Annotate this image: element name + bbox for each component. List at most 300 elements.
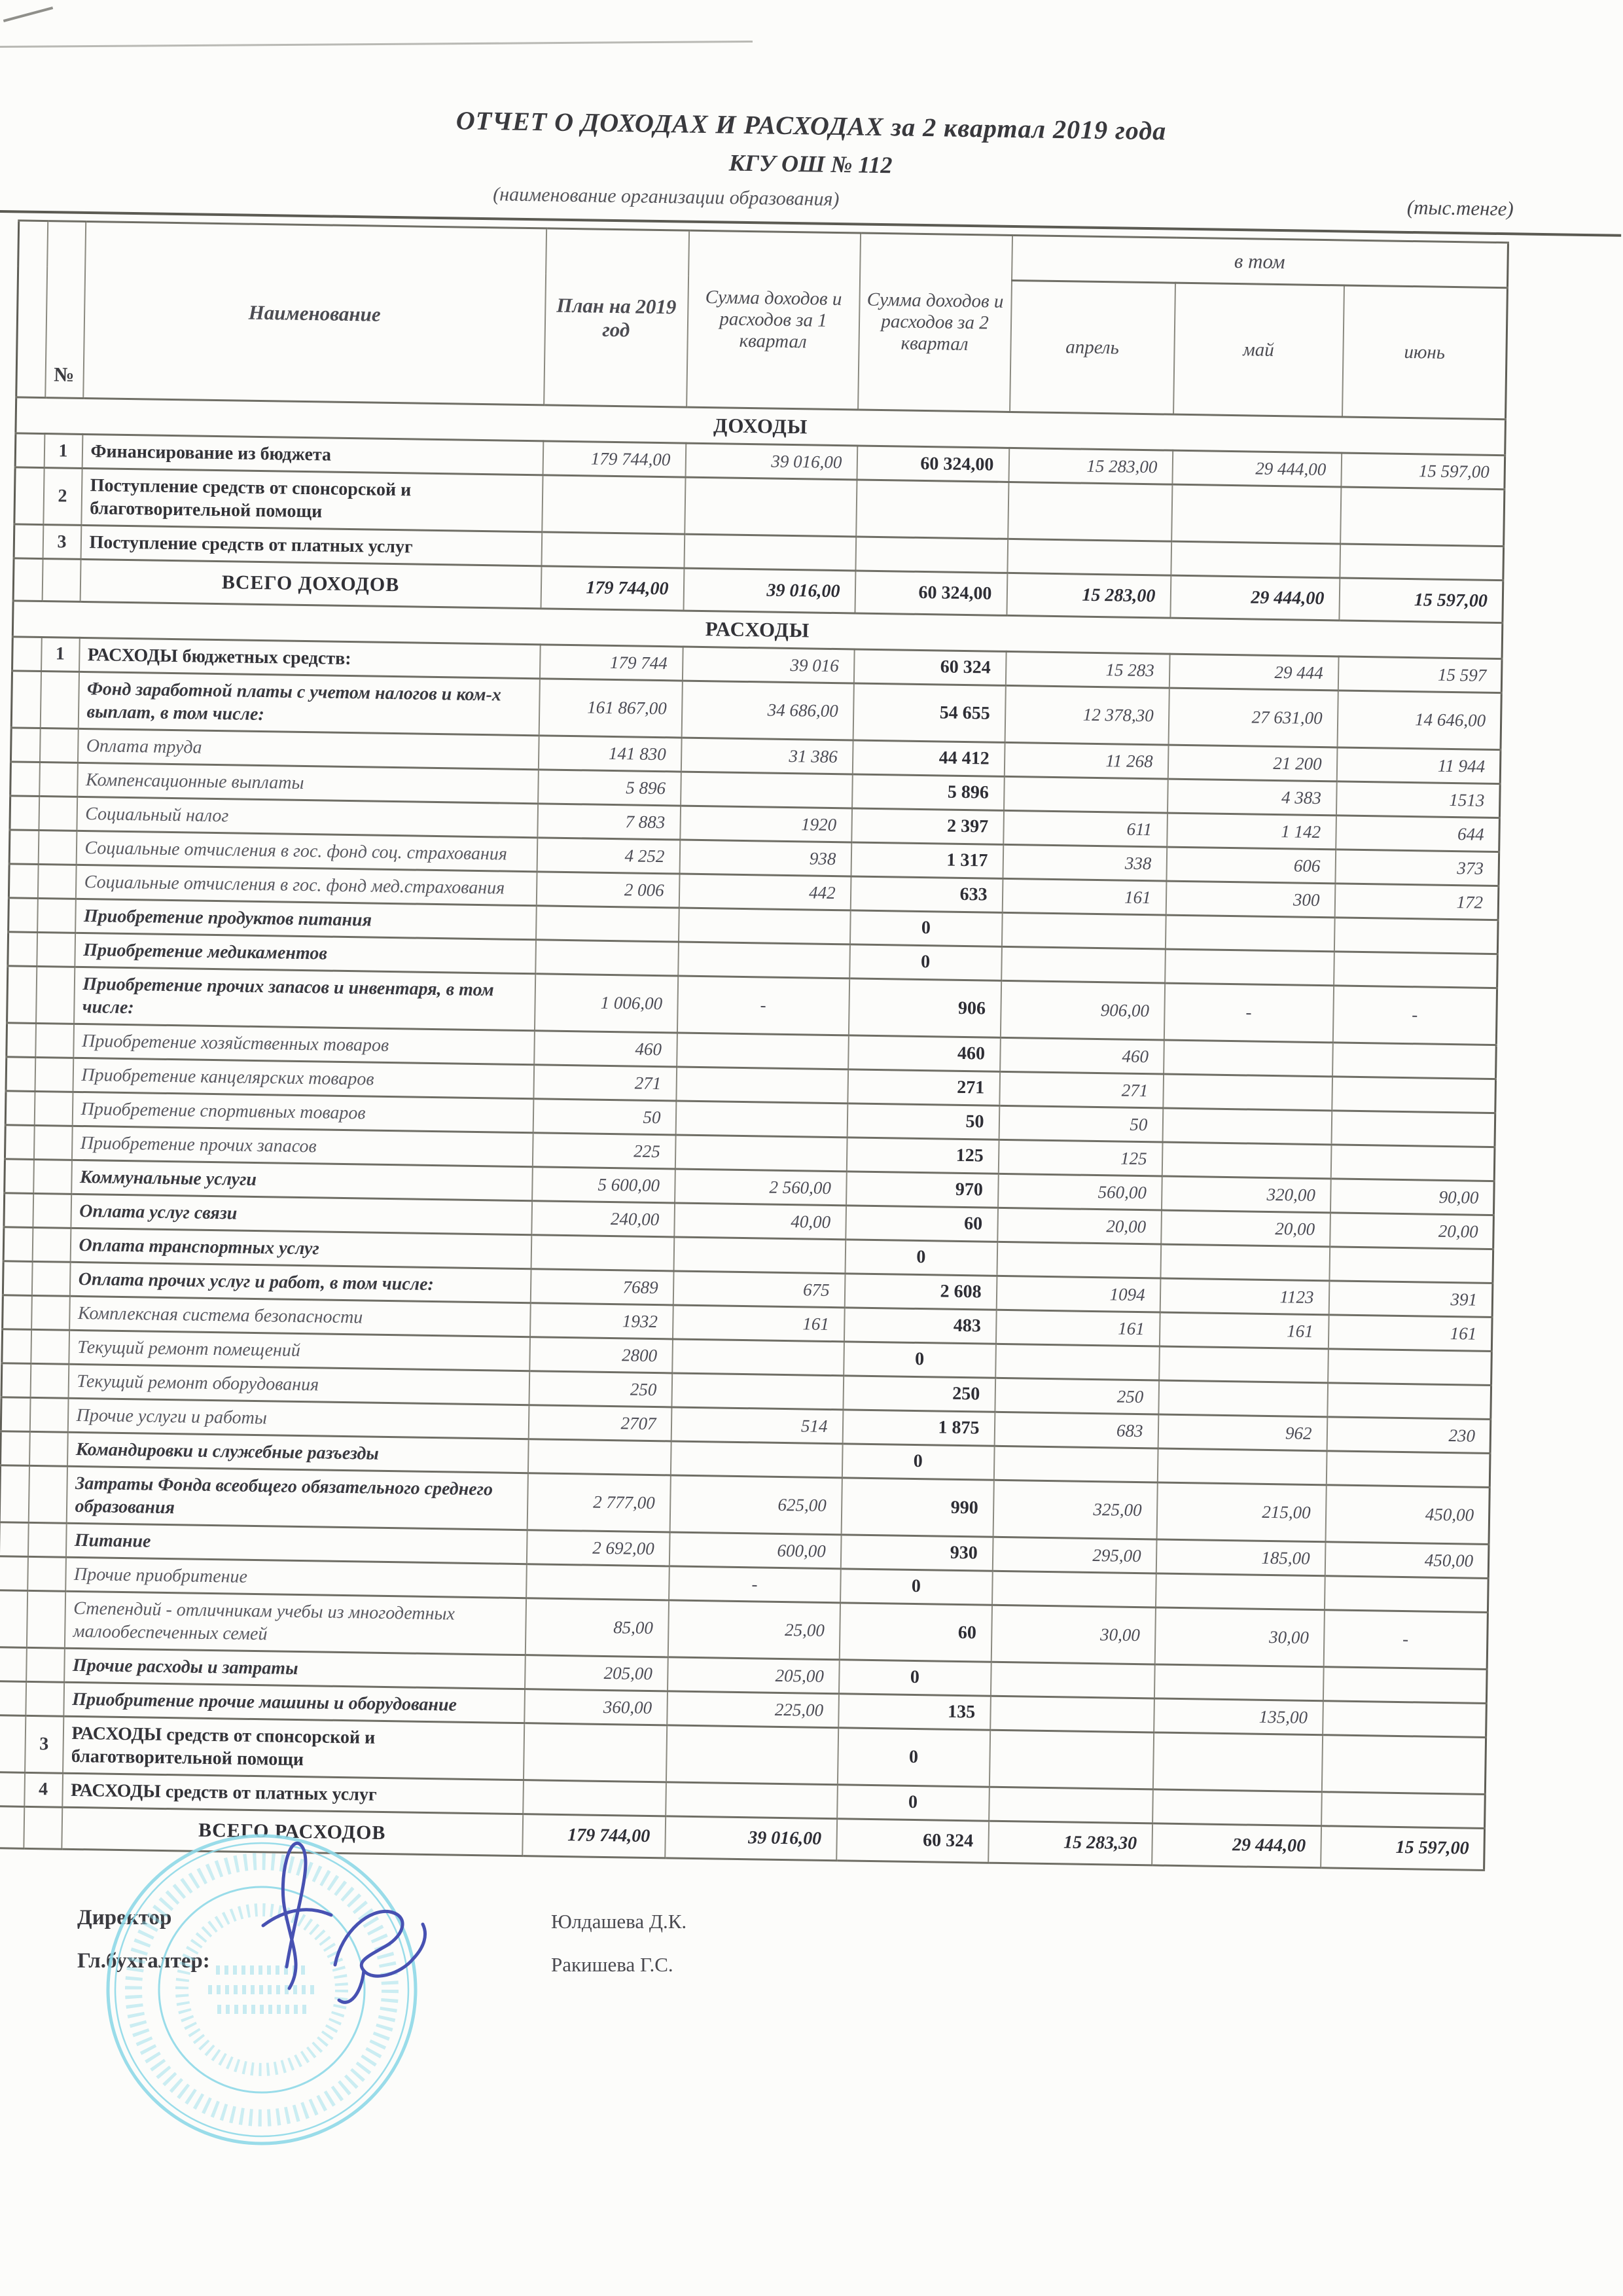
cell-q2: 483 xyxy=(844,1307,996,1343)
cell-june xyxy=(1326,1450,1490,1487)
cell-june xyxy=(1340,487,1505,547)
row-label: Питание xyxy=(65,1523,527,1564)
row-margin-cell xyxy=(0,1681,26,1715)
cell-may xyxy=(1162,1108,1332,1145)
cell-q2: 633 xyxy=(850,876,1003,912)
cell-june: 230 xyxy=(1327,1416,1491,1453)
cell-q2: 135 xyxy=(838,1693,991,1729)
cell-june: 450,00 xyxy=(1325,1541,1489,1578)
cell-june xyxy=(1332,1042,1497,1079)
cell-q1 xyxy=(681,772,853,808)
cell-plan xyxy=(535,939,679,975)
row-margin-cell xyxy=(3,1295,32,1329)
chief-accountant-name: Ракишева Г.С. xyxy=(551,1953,673,1976)
cell-q2: 1 317 xyxy=(851,842,1003,878)
row-margin-cell xyxy=(9,897,38,932)
cell-june xyxy=(1321,1791,1486,1828)
cell-may xyxy=(1162,1142,1331,1179)
row-margin-cell xyxy=(0,1556,27,1590)
chief-accountant-label: Гл.бухгалтер: xyxy=(77,1949,210,1973)
cell-q2 xyxy=(856,480,1008,539)
cell-april: 15 283,00 xyxy=(1007,573,1171,617)
cell-april: 11 268 xyxy=(1004,742,1168,779)
row-label: Текущий ремонт помещений xyxy=(69,1330,530,1371)
cell-june: 15 597,00 xyxy=(1341,453,1505,490)
cell-june: 644 xyxy=(1336,815,1500,852)
cell-april: 295,00 xyxy=(992,1537,1156,1573)
header-plan-2019: План на 2019 год xyxy=(544,228,689,407)
row-label: Социальный налог xyxy=(77,797,538,837)
row-number: 3 xyxy=(25,1715,63,1773)
cell-plan: 5 896 xyxy=(538,769,681,805)
cell-june xyxy=(1330,1144,1495,1181)
cell-june: 14 646,00 xyxy=(1337,690,1501,749)
cell-may: 320,00 xyxy=(1161,1176,1330,1213)
cell-q1 xyxy=(677,1033,849,1069)
cell-april: 906,00 xyxy=(1000,980,1164,1040)
cell-q2: 0 xyxy=(849,944,1002,980)
cell-may: 21 200 xyxy=(1168,745,1337,781)
cell-q2: 125 xyxy=(846,1137,999,1173)
cell-april: 338 xyxy=(1003,844,1167,881)
cell-plan: 250 xyxy=(529,1371,672,1407)
report-title: ОТЧЕТ О ДОХОДАХ И РАСХОДАХ за 2 квартал 2019 года xyxy=(455,105,1167,146)
cell-q2: 930 xyxy=(840,1534,993,1570)
cell-plan: 2 006 xyxy=(536,871,679,907)
row-label: Компенсационные выплаты xyxy=(77,762,539,803)
cell-may: 300 xyxy=(1166,881,1335,918)
cell-april: 15 283 xyxy=(1005,651,1169,688)
row-number xyxy=(33,1193,71,1228)
row-number: 3 xyxy=(43,525,81,560)
cell-q2: 1 875 xyxy=(842,1409,995,1445)
cell-q1: 39 016,00 xyxy=(683,568,855,613)
cell-q1: 514 xyxy=(671,1407,843,1443)
row-margin-cell xyxy=(13,558,43,601)
row-margin-cell xyxy=(0,1772,25,1806)
cell-may: 185,00 xyxy=(1156,1539,1325,1575)
cell-q2: 0 xyxy=(845,1239,997,1275)
cell-june: 1513 xyxy=(1336,781,1500,817)
row-label: Степендий - отличникам учебы из многодетных малообеспеченных семей xyxy=(64,1591,526,1655)
row-number xyxy=(29,1431,68,1466)
row-label: Приобретение прочих запасов и инвентаря, в том числе: xyxy=(74,967,535,1030)
row-label: Приобретение прочих запасов xyxy=(71,1126,533,1166)
row-label: ВСЕГО РАСХОДОВ xyxy=(62,1807,523,1856)
row-number xyxy=(24,1806,62,1849)
cell-q1: 39 016,00 xyxy=(665,1816,837,1860)
cell-april: 271 xyxy=(999,1071,1164,1108)
cell-may xyxy=(1159,1346,1329,1382)
cell-q2: 0 xyxy=(844,1341,996,1377)
cell-april xyxy=(989,1730,1153,1789)
cell-april: 15 283,30 xyxy=(988,1821,1152,1865)
cell-q2: 460 xyxy=(848,1035,1001,1071)
header-q2-sum: Сумма доходов и расходов за 2 квартал xyxy=(858,233,1012,412)
cell-april: 20,00 xyxy=(997,1208,1162,1244)
cell-plan: 271 xyxy=(533,1064,677,1100)
row-label: Приобретение продуктов питания xyxy=(75,899,537,939)
cell-may xyxy=(1157,1448,1327,1484)
cell-q1: 225,00 xyxy=(667,1691,839,1727)
cell-plan: 1 006,00 xyxy=(534,973,677,1032)
cell-may: 215,00 xyxy=(1156,1482,1326,1541)
cell-april: 683 xyxy=(994,1412,1158,1448)
cell-may: 27 631,00 xyxy=(1168,688,1338,747)
row-margin-cell xyxy=(0,1806,24,1848)
cell-april xyxy=(1001,912,1166,949)
cell-plan xyxy=(523,1723,666,1782)
row-margin-cell xyxy=(7,1022,36,1057)
cell-q1: - xyxy=(669,1566,841,1602)
row-number xyxy=(42,559,80,601)
cell-q2: 0 xyxy=(840,1568,993,1604)
cell-plan: 4 252 xyxy=(537,837,680,873)
cell-plan xyxy=(536,905,679,941)
row-number xyxy=(36,966,75,1024)
header-number: № xyxy=(45,221,86,399)
cell-plan xyxy=(541,532,685,568)
row-margin-cell xyxy=(1,1397,30,1431)
cell-q1: 31 386 xyxy=(681,738,853,774)
cell-may: 29 444 xyxy=(1169,654,1338,691)
cell-plan: 179 744 xyxy=(539,644,683,680)
report-table-body xyxy=(0,397,1506,1871)
director-name: Юлдашева Д.К. xyxy=(551,1910,687,1933)
row-number xyxy=(37,864,76,899)
cell-april: 161 xyxy=(995,1310,1160,1346)
cell-april xyxy=(1008,482,1172,541)
row-label: Оплата транспортных услуг xyxy=(70,1228,531,1268)
cell-april: 12 378,30 xyxy=(1005,685,1169,745)
cell-q2: 60 324,00 xyxy=(855,571,1007,615)
cell-june xyxy=(1324,1575,1488,1612)
row-label: Социальные отчисления в гос. фонд соц. страхования xyxy=(76,831,537,871)
cell-plan: 225 xyxy=(532,1132,675,1168)
cell-plan: 141 830 xyxy=(538,735,681,771)
cell-q2: 44 412 xyxy=(852,740,1005,776)
cell-june: 11 944 xyxy=(1336,747,1501,783)
organization-name: КГУ ОШ № 112 xyxy=(728,149,893,179)
cell-may xyxy=(1154,1664,1323,1700)
cell-june: - xyxy=(1323,1609,1488,1669)
header-june: июнь xyxy=(1342,285,1508,420)
section-label: РАСХОДЫ xyxy=(12,600,1503,658)
row-label: РАСХОДЫ средств от спонсорской и благотворительной помощи xyxy=(63,1716,524,1780)
cell-may: 135,00 xyxy=(1154,1698,1323,1734)
row-number xyxy=(26,1647,65,1682)
cell-april xyxy=(1001,946,1166,983)
cell-april: 325,00 xyxy=(993,1480,1157,1539)
row-margin-cell xyxy=(9,829,39,864)
row-margin-cell xyxy=(0,1465,29,1522)
cell-may: 29 444,00 xyxy=(1152,1823,1321,1867)
row-margin-cell xyxy=(15,433,45,468)
cell-q2: 0 xyxy=(842,1443,994,1479)
cell-plan: 1932 xyxy=(530,1302,673,1338)
cell-april xyxy=(1004,776,1168,813)
cell-q1 xyxy=(676,1066,848,1103)
cell-may: 4 383 xyxy=(1168,779,1337,816)
cell-q1 xyxy=(671,1372,844,1409)
header-may: май xyxy=(1173,283,1344,417)
cell-plan: 360,00 xyxy=(524,1689,668,1725)
cell-q2: 0 xyxy=(849,910,1002,946)
cell-q1: 39 016,00 xyxy=(685,443,857,480)
cell-q2: 60 324 xyxy=(836,1818,989,1863)
row-number xyxy=(39,796,77,831)
row-number: 1 xyxy=(44,434,82,469)
cell-q2: 60 324,00 xyxy=(857,446,1009,482)
cell-q2: 60 xyxy=(846,1205,998,1241)
cell-may xyxy=(1152,1732,1322,1791)
cell-may xyxy=(1160,1244,1330,1281)
row-margin-cell xyxy=(10,795,39,830)
row-number xyxy=(31,1261,70,1296)
cell-june xyxy=(1329,1246,1493,1283)
row-label: Прочие расходы и затраты xyxy=(64,1648,526,1689)
cell-q2: 906 xyxy=(848,978,1001,1037)
scan-artifact-line xyxy=(0,41,753,48)
cell-april: 460 xyxy=(1000,1037,1164,1074)
row-margin-cell xyxy=(0,1647,26,1681)
cell-q2: 60 324 xyxy=(853,649,1006,685)
cell-plan xyxy=(527,1439,671,1475)
row-margin-cell xyxy=(12,636,42,671)
cell-june: - xyxy=(1332,985,1497,1045)
cell-may xyxy=(1152,1789,1322,1825)
cell-june xyxy=(1321,1734,1486,1794)
row-margin-cell xyxy=(9,863,38,898)
cell-plan xyxy=(542,475,685,534)
row-label: Финансирование из бюджета xyxy=(82,434,543,475)
cell-q1: 205,00 xyxy=(668,1657,840,1693)
cell-q1: 625,00 xyxy=(669,1475,842,1534)
cell-plan xyxy=(523,1780,666,1816)
row-margin-cell xyxy=(14,467,44,525)
row-number xyxy=(27,1556,66,1591)
org-name-caption: (наименование организации образования) xyxy=(493,183,840,211)
table-header xyxy=(16,221,1508,420)
cell-may xyxy=(1165,915,1334,952)
cell-april: 125 xyxy=(998,1139,1162,1176)
cell-june xyxy=(1340,544,1504,581)
row-number xyxy=(35,1057,73,1092)
cell-june xyxy=(1323,1700,1487,1737)
row-label: Приобретение спортивных товаров xyxy=(72,1092,533,1132)
cell-plan: 2800 xyxy=(529,1336,673,1372)
row-number xyxy=(26,1590,65,1648)
row-label: Социальные отчисления в гос. фонд мед.страхования xyxy=(75,865,537,905)
header-name: Наименование xyxy=(83,221,546,404)
cell-q1 xyxy=(685,477,857,537)
row-margin-cell xyxy=(1,1363,31,1397)
row-label: Приобритение прочие машины и оборудование xyxy=(63,1682,525,1723)
row-margin-cell xyxy=(6,1056,35,1091)
row-number: 4 xyxy=(24,1772,63,1807)
row-number: 1 xyxy=(41,637,80,672)
row-label: Комплексная система безопасности xyxy=(69,1296,531,1336)
cell-june xyxy=(1331,1110,1495,1147)
row-number xyxy=(34,1091,73,1126)
cell-plan xyxy=(526,1564,669,1600)
cell-june: 161 xyxy=(1328,1314,1492,1351)
row-label: Оплата услуг связи xyxy=(71,1194,532,1234)
cell-april xyxy=(995,1344,1160,1380)
row-label: Затраты Фонда всеобщего обязательного среднего образования xyxy=(66,1466,527,1530)
cell-may xyxy=(1171,484,1341,544)
cell-q2: 970 xyxy=(846,1171,999,1207)
row-label: РАСХОДЫ средств от платных услуг xyxy=(62,1773,524,1814)
row-label: Прочие услуги и работы xyxy=(67,1398,529,1439)
cell-q1: 442 xyxy=(679,874,851,910)
cell-plan: 5 600,00 xyxy=(532,1166,675,1202)
cell-june xyxy=(1334,951,1498,988)
cell-q1: 938 xyxy=(679,840,851,876)
cell-q1 xyxy=(675,1100,847,1137)
report-sheet xyxy=(0,98,1623,1873)
director-label: Директор xyxy=(77,1906,172,1929)
cell-april: 611 xyxy=(1003,810,1168,847)
cell-q1 xyxy=(678,942,850,978)
cell-q1 xyxy=(666,1725,838,1784)
cell-may: 161 xyxy=(1159,1312,1329,1348)
cell-may: 962 xyxy=(1158,1414,1327,1450)
cell-q2 xyxy=(855,537,1008,573)
row-margin-cell xyxy=(10,727,40,762)
cell-may xyxy=(1164,1040,1333,1077)
cell-plan: 161 867,00 xyxy=(539,678,682,737)
cell-q1 xyxy=(670,1441,842,1477)
cell-q2: 50 xyxy=(847,1103,999,1139)
accountant-signature xyxy=(335,1911,425,2002)
row-number: 2 xyxy=(43,468,82,526)
cell-may xyxy=(1158,1380,1328,1416)
cell-june: 15 597 xyxy=(1338,656,1502,692)
row-number xyxy=(30,1363,69,1398)
income-expense-table xyxy=(0,219,1509,1871)
cell-april xyxy=(997,1242,1161,1278)
currency-unit-note: (тыс.тенге) xyxy=(1406,195,1514,221)
header-april: апрель xyxy=(1010,280,1175,414)
row-margin-cell xyxy=(3,1261,32,1295)
cell-april xyxy=(990,1696,1154,1732)
row-number xyxy=(38,830,77,865)
cell-april: 50 xyxy=(999,1105,1163,1142)
row-label: Приобретение хозяйственных товаров xyxy=(73,1024,535,1064)
cell-may: 1 142 xyxy=(1167,813,1336,850)
cell-q1: 600,00 xyxy=(669,1532,841,1568)
row-label: Оплата труда xyxy=(77,728,539,769)
cell-q1 xyxy=(672,1338,844,1375)
cell-april: 15 283,00 xyxy=(1008,448,1173,484)
row-margin-cell xyxy=(5,1158,34,1193)
row-number xyxy=(39,762,78,797)
row-number xyxy=(31,1329,69,1364)
row-margin-cell xyxy=(3,1227,33,1261)
cell-plan: 179 744,00 xyxy=(541,566,684,611)
cell-may xyxy=(1155,1573,1325,1609)
cell-june xyxy=(1332,1076,1496,1113)
row-number xyxy=(40,671,79,728)
cell-june xyxy=(1334,917,1498,954)
row-margin-cell xyxy=(1,1431,30,1465)
cell-q2: 0 xyxy=(837,1784,990,1820)
cell-q2: 250 xyxy=(843,1375,995,1411)
cell-may: 29 444,00 xyxy=(1172,450,1342,487)
cell-q2: 2 608 xyxy=(844,1273,997,1309)
cell-q1 xyxy=(666,1782,838,1818)
row-margin-cell xyxy=(4,1193,33,1227)
cell-april: 560,00 xyxy=(998,1174,1162,1210)
cell-q1: 25,00 xyxy=(668,1600,840,1659)
row-margin-cell xyxy=(11,670,41,728)
cell-may: 606 xyxy=(1166,847,1336,884)
row-margin-cell xyxy=(0,1590,27,1647)
header-margin-cell xyxy=(16,221,48,398)
cell-plan: 85,00 xyxy=(525,1598,668,1657)
cell-april xyxy=(993,1446,1158,1482)
cell-plan: 7 883 xyxy=(537,803,681,839)
cell-may: 30,00 xyxy=(1154,1607,1324,1666)
cell-q2: 0 xyxy=(838,1659,991,1695)
cell-q2: 54 655 xyxy=(853,683,1005,742)
row-number xyxy=(35,1023,74,1058)
row-number xyxy=(29,1397,68,1432)
cell-q1 xyxy=(684,534,856,571)
cell-april xyxy=(990,1662,1154,1698)
cell-june: 15 597,00 xyxy=(1339,578,1503,622)
cell-plan: 7689 xyxy=(530,1268,673,1304)
row-label: ВСЕГО ДОХОДОВ xyxy=(80,559,541,608)
cell-q2: 990 xyxy=(841,1477,993,1536)
row-number xyxy=(27,1522,66,1557)
cell-plan xyxy=(531,1234,674,1270)
row-label: Приобретение канцелярских товаров xyxy=(73,1058,534,1098)
row-label: Командировки и служебные разъезды xyxy=(67,1432,529,1473)
cell-april: 30,00 xyxy=(991,1605,1155,1664)
cell-june: 20,00 xyxy=(1330,1212,1494,1249)
cell-april xyxy=(989,1787,1153,1823)
row-margin-cell xyxy=(0,1715,26,1772)
cell-plan: 2707 xyxy=(528,1405,671,1441)
cell-q1: 161 xyxy=(672,1304,844,1341)
cell-may: 1123 xyxy=(1160,1278,1329,1314)
cell-may: 20,00 xyxy=(1161,1210,1330,1247)
cell-q2: 60 xyxy=(839,1602,991,1661)
cell-q1 xyxy=(673,1236,846,1273)
cell-june xyxy=(1327,1382,1491,1419)
cell-june: 15 597,00 xyxy=(1321,1825,1485,1870)
cell-plan: 2 777,00 xyxy=(527,1473,670,1532)
cell-q1 xyxy=(678,908,850,944)
row-number xyxy=(39,728,78,762)
cell-june: 373 xyxy=(1335,849,1499,886)
cell-q1: 40,00 xyxy=(674,1202,846,1239)
row-margin-cell xyxy=(14,524,43,559)
cell-june xyxy=(1328,1348,1492,1385)
cell-plan: 179 744,00 xyxy=(522,1814,666,1858)
cell-q1: 2 560,00 xyxy=(675,1168,847,1205)
row-margin-cell xyxy=(5,1124,34,1159)
row-label: РАСХОДЫ бюджетных средств: xyxy=(79,637,541,678)
row-label: Оплата прочих услуг и работ, в том числе: xyxy=(69,1262,531,1302)
row-label: Коммунальные услуги xyxy=(71,1160,533,1200)
header-q1-sum: Сумма доходов и расходов за 1 квартал xyxy=(687,230,861,410)
row-number xyxy=(37,932,75,967)
row-margin-cell xyxy=(8,931,37,966)
cell-may xyxy=(1163,1074,1332,1111)
